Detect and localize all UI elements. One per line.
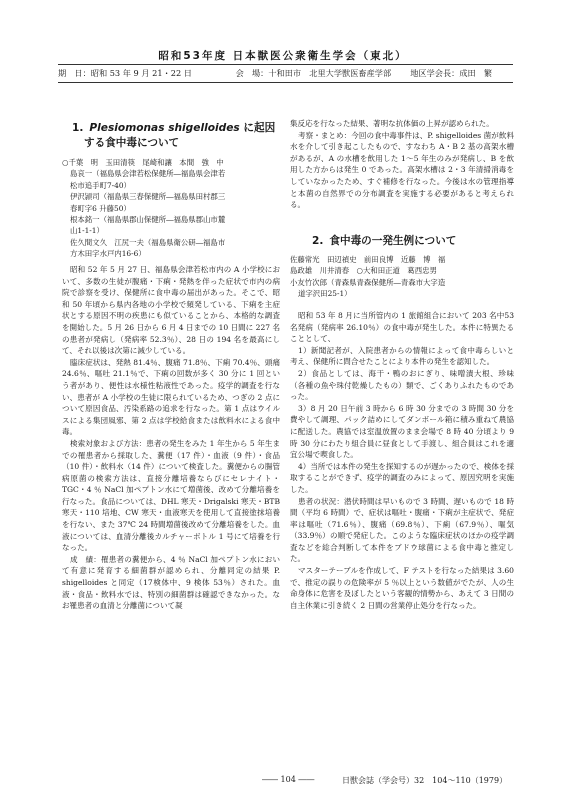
- section2-body: [290, 310, 514, 611]
- header-rule-bottom: [58, 82, 513, 83]
- paragraph: 昭和 53 年 8 月に当所管内の 1 旅館組合において 203 名中53名発病（発病率 26.10％）の食中毒が発生した。本件に特異たることとして、: [290, 311, 514, 344]
- author-line: 松市追手町7-40）: [70, 180, 131, 190]
- header-rule-top: [58, 64, 513, 65]
- section1-title-organism: Plesiomonas shigelloides: [89, 122, 240, 134]
- author-line: 根本銘一（福島県郡山保健所―福島県郡山市麓: [70, 215, 226, 225]
- section1-authors: [62, 157, 280, 260]
- conference-president: 地区学会長：成田 繁: [410, 68, 493, 78]
- journal-reference: 日獣会誌（学会号）32 104～110（1979）: [342, 776, 508, 785]
- paragraph: 患者の状況：潜伏時間は早いもので 3 時間、遅いもので 18 時間（平均 6 時間）で、症状は嘔吐・腹痛・下痢が主症状で、発症率は嘔吐（71.6％）、腹痛（69.8％）、下痢（67.9％）、嘔気（33.9％）の順で発症した。このような臨床症状のほかの疫学調査などを総合判断して本件をブドウ球菌による食中毒と推定した。: [290, 496, 514, 564]
- author-line: 佐久間文久 江尻一夫（福島県衛公研―福島市: [70, 237, 226, 247]
- author-line: ○千葉 明 玉田清筷 尾崎和讓 本間 強 中: [62, 158, 224, 167]
- author-line: 佐藤常光 田辺禎史 前田良博 近藤 博 福: [290, 255, 446, 264]
- author-line: 島政雄 川井清春 ○大和田正道 葛西忠男: [290, 266, 437, 276]
- section1-continued: [290, 118, 514, 211]
- paragraph: 成 績：罹患者の糞便から、4 ％ NaCl 加ペプトン水において有意に発育する細菌群が認められ、分離同定の結果 P. shigelloides と同定（17検体中、9 検体 53％）された。血液・食品・飲料水では、特別の細菌群は確認できなかった。なお罹患者の血清と分離菌について凝: [62, 554, 280, 611]
- author-line: 小友竹次郎（青森県青森保健所―青森市大字造: [290, 277, 446, 287]
- page-number: ―― 104 ――: [262, 775, 315, 784]
- author-line: 島哀一（福島県会津若松保健所―福島県会津若: [70, 169, 226, 179]
- author-line: 伊沢頴司（福島県三春保健所―福島県田村郡三: [70, 192, 226, 202]
- section1-title-line2: する食中毒について: [84, 137, 180, 149]
- section2-authors: [290, 254, 514, 300]
- paragraph: 昭和 52 年 5 月 27 日、福島県会津若松市内の A 小学校において、多数の生徒が腹痛・下痢・発熱を伴った症状で市内の病院で診察を受け、保健所に食中毒の届出があった。そこで、昭和 50 年頃から県内各地の小学校で頻発している、下痢を主症状とする原因不明の疾患にも似ていることから、本格的な調査を開始した。5 月 26 日から 6 月 4 日までの 10 日間に 227 名の患者が発病し（発病率 52.3％）、28 日の 194 名を最高にして、それ以後は次第に減少している。: [62, 265, 280, 356]
- section1-title: 1. Plesiomonas shigelloides に起因 する食中毒について: [72, 121, 280, 151]
- author-line: 春町字6 升藤50）: [70, 203, 131, 213]
- paragraph: 考察・まとめ：今回の食中毒事件は、P. shigelloides 菌が飲料水を介して引き起こしたもので、すなわち A・B 2 基の高架水槽があるが、A の水槽を飲用した 1～5 年生のみが発病し、B を飲用した方からは発生 0 であった。高架水槽は 2・3 年清掃消毒をしていなかったため、すぐ補修を行なった。今後は水の管理指導と本菌の自然界での分布調査を実施する必要があると考えられる。: [290, 130, 514, 210]
- paragraph: 集反応を行なった結果、著明な抗体価の上昇が認められた。: [290, 119, 494, 128]
- paragraph: 検索対象および方法：患者の発生をみた 1 年生から 5 年生までの罹患者から採取した、糞便（17 件）・血液（9 件）・食品（10 件）・飲料水（14 件）について検査した。糞便からの腸管病原菌の検索方法は、直接分離培養ならびにセレナイト・TGC・4 ％ NaCl 加ペプトン水にて増菌後、改めて分離培養を行なった。食品については、DHL 寒天・Drigalski 寒天・BTB 寒天・110 培地、CW 寒天・血液寒天を使用して直接塗抹培養を行ない、また 37℃ 24 時間増菌後改めて分離培養をした。血液については、血清分離後カルチャーボトル 1 号にて培養を行なった。: [62, 438, 280, 553]
- author-line: 方木田字水戸内16-6）: [70, 249, 146, 259]
- paragraph: 1）新聞記者が、入院患者からの情報によって食中毒らしいと考え、保健所に問合せたことにより本件の発生を認知した。: [290, 345, 514, 367]
- conference-meta: [58, 68, 528, 79]
- author-line: 山1-1-1）: [70, 226, 104, 236]
- section2-title: 2. 食中毒の一発生例について: [312, 235, 457, 247]
- section1-body: [62, 264, 280, 612]
- paragraph: マスターテーブルを作成して、F テストを行なった結果は 3.60 で、推定の誤りの危険率が 5 ％以上という数値がでたが、人の生命身体に危害を及ぼしたという客観的情勢から、あえて 3 日間の自主休業に引き続く 2 日間の営業停止処分を行なった。: [290, 566, 514, 610]
- paragraph: 4）当所では本件の発生を探知するのが遅かったので、検体を採取することができず、疫学的調査のみによって、原因究明を実施した。: [290, 461, 514, 494]
- conference-date: 期 日：昭和 53 年 9 月 21・22 日: [58, 68, 192, 78]
- conference-venue: 会 場：十和田市 北里大学獣医畜産学部: [235, 68, 392, 78]
- conference-title: 昭和53年度 日本獣医公衆衛生学会（東北）: [158, 50, 408, 62]
- paragraph: 3）8 月 20 日午前 3 時から 6 時 30 分までの 3 時間 30 分を費やして調理、パック詰めにしてダンボール箱に積み重ねて農協に配送した。農協では室温放置のまま会場で 8 時 40 分頃より 9 時 30 分にわたり組合員に昼食として手渡し、組合員はこれを適宜公場で喫食した。: [290, 403, 514, 460]
- author-line: 道字沢田25-1）: [298, 289, 352, 299]
- paragraph: 2）食品としては、海干・鴨のおにぎり、味噌漬大根、珍味（各種の魚や珠付乾燥したもの）類で、ごくありふれたものであった。: [290, 368, 514, 402]
- paragraph: 臨床症状は、発熱 81.4％、腹痛 71.8％、下痢 70.4％、頭痛 24.6％、嘔吐 21.1％で、下痢の回数が多く 30 分に 1 回という者があり、便性は水様性粘液性であった。疫学的調査を行ない、患者が A 小学校の生徒に限られているため、つぎの 2 点について原因食品、汚染系路の追求を行なった。第 1 点はウイルスによる集団風邪、第 2 点は学校給食または飲料水による食中毒。: [62, 357, 280, 437]
